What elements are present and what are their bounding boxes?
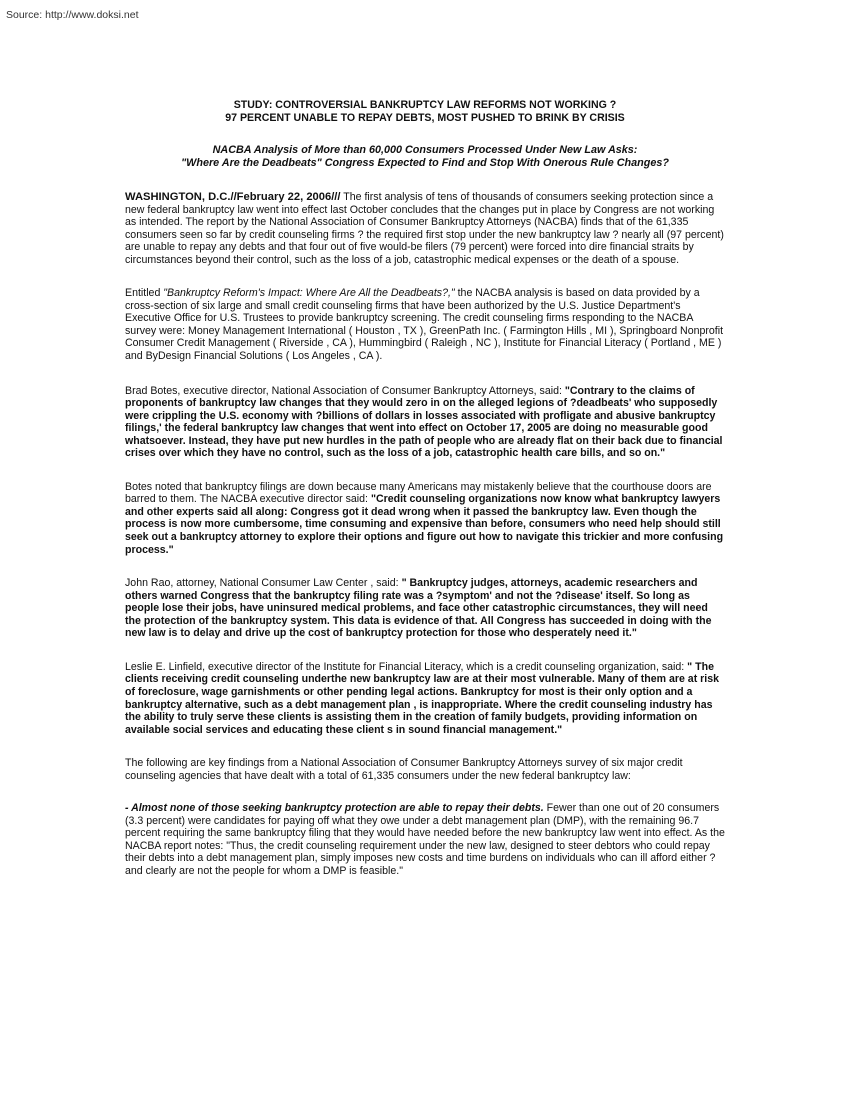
paragraph-key-findings: The following are key findings from a National Association of Consumer Bankruptcy Attorneys survey of six major credit counseling agencies that have dealt with a total of 61,335 consumers under the new federal bankruptcy law: [125, 757, 683, 782]
paragraph-report-pre: Entitled [125, 287, 164, 300]
finding-item [125, 802, 725, 877]
headline-line-2: 97 PERCENT UNABLE TO REPAY DEBTS, MOST PUSHED TO BRINK BY CRISIS [225, 111, 625, 124]
botes-second-quote: "Credit counseling organizations now know what bankruptcy lawyers and other experts said all along: Congress got it dead wrong when it passed the bankruptcy law. Even though the process is now more cumbersome, time consuming and expensive than before, consumers who need help should still seek out a bankruptcy attorney to explore their options and figure out how to navigate this trickier and more confusing process." [125, 493, 724, 556]
finding-lead: - Almost none of those seeking bankruptcy protection are able to repay their debts. [125, 802, 544, 815]
paragraph-rao-attribution: John Rao, attorney, National Consumer Law Center , said: [125, 577, 402, 590]
paragraph-botes-noted [125, 481, 725, 556]
paragraph-botes-attribution: Brad Botes, executive director, National Association of Consumer Bankruptcy Attorneys, said: [125, 384, 565, 397]
subheadline-line-2: "Where Are the Deadbeats" Congress Expected to Find and Stop With Onerous Rule Changes? [181, 157, 669, 169]
headline [125, 99, 725, 124]
rao-quote: " Bankruptcy judges, attorneys, academic researchers and others warned Congress that the bankruptcy filing rate was a ?symptom' and not the ?disease' itself. So long as people lose their jobs, have uninsured medical problems, and face other catastrophic circumstances, they will need the protection of the bankruptcy system. This data is evidence of that. All Congress has succeeded in doing with the new law is to delay and drive up the cost of bankruptcy protection for those who desperately need it." [125, 577, 712, 640]
paragraph-report-post: the NACBA analysis is based on data provided by a cross-section of six large and small credit counseling firms that have been authorized by the U.S. Justice Department's Executive Office for U.S. Trustees to provide bankruptcy screening. The credit counseling firms responding to the NACBA survey were: Money Management International ( Houston , TX ), GreenPath Inc. ( Farmington Hills , MI ), Springboard Nonprofit Consumer Credit Management ( Riverside , CA ), Hummingbird ( Raleigh , NC ), Institute for Financial Literacy ( Portland , ME ) and ByDesign Financial Solutions ( Los Angeles , CA ). [125, 287, 724, 363]
subheadline [125, 144, 725, 170]
subheadline-line-1: NACBA Analysis of More than 60,000 Consumers Processed Under New Law Asks: [212, 144, 638, 156]
botes-quote: "Contrary to the claims of proponents of bankruptcy law changes that they would zero in on the alleged legions of ?deadbeats' who supposedly were crippling the U.S. economy with ?billions of dollars in losses associated with profligate and abusive bankruptcy filings,' the federal bankruptcy law changes that went into effect on October 17, 2005 are doing no measurable good whatsoever. Instead, they have put new hurdles in the path of people who are already flat on their back due to financial crises over which they have no control, such as the loss of a job, catastrophic health care bills, and so on." [125, 384, 723, 460]
paragraph-linfield-quote [125, 661, 725, 736]
document-page [125, 99, 725, 878]
finding-text: Fewer than one out of 20 consumers (3.3 percent) were candidates for paying off what they owe under a debt management plan (DMP), with the remaining 96.7 percent requiring the same bankruptcy filing that they would have needed before the new bankruptcy law went into effect. As the NACBA report notes: "Thus, the credit counseling requirement under the new law, designed to steer debtors who could repay their debts into a debt management plan, simply imposes new costs and time burdens on individuals who can ill afford either ? and clearly are not the people for whom a DMP is feasible." [125, 802, 725, 877]
paragraph-intro-text: The first analysis of tens of thousands of consumers seeking protection since a new federal bankruptcy law went into effect last October concludes that the changes put in place by Congress are not working as intended. The report by the National Association of Consumer Bankruptcy Attorneys (NACBA) finds that of the 61,335 consumers seen so far by credit counseling firms ? the required first stop under the new bankruptcy law ? nearly all (97 percent) are unable to repay any debts and that four out of five would-be filers (79 percent) were forced into dire financial straits by circumstances beyond their control, such as the loss of a job, catastrophic medical expenses or the death of a spouse. [125, 191, 724, 266]
headline-line-1: STUDY: CONTROVERSIAL BANKRUPTCY LAW REFORMS NOT WORKING ? [233, 99, 617, 111]
paragraph-linfield-attribution: Leslie E. Linfield, executive director of the Institute for Financial Literacy, which is a credit counseling organization, said: [125, 660, 688, 673]
linfield-quote: " The clients receiving credit counseling underthe new bankruptcy law are at their most vulnerable. Many of them are at risk of foreclosure, wage garnishments or other pending legal actions. Bankruptcy for most is their only option and a bankruptcy alternative, such as a debt management plan , is inappropriate. Where the credit counseling industry has the ability to truly serve these clients is assisting them in the creation of family budgets, providing information on available social services and educating these client s in sound financial management." [125, 660, 720, 736]
report-title: "Bankruptcy Reform's Impact: Where Are All the Deadbeats?," [163, 287, 455, 300]
paragraph-botes-noted-text: Botes noted that bankruptcy filings are down because many Americans may mistakenly believe that the courthouse doors are barred to them. The NACBA executive director said: [125, 480, 712, 506]
paragraph-rao-quote [125, 577, 725, 640]
paragraph-botes-quote [125, 385, 725, 460]
source-url: Source: http://www.doksi.net [6, 9, 139, 21]
dateline: WASHINGTON, D.C.//February 22, 2006/// [125, 191, 341, 203]
paragraph-report [125, 287, 725, 362]
paragraph-intro [125, 191, 725, 266]
